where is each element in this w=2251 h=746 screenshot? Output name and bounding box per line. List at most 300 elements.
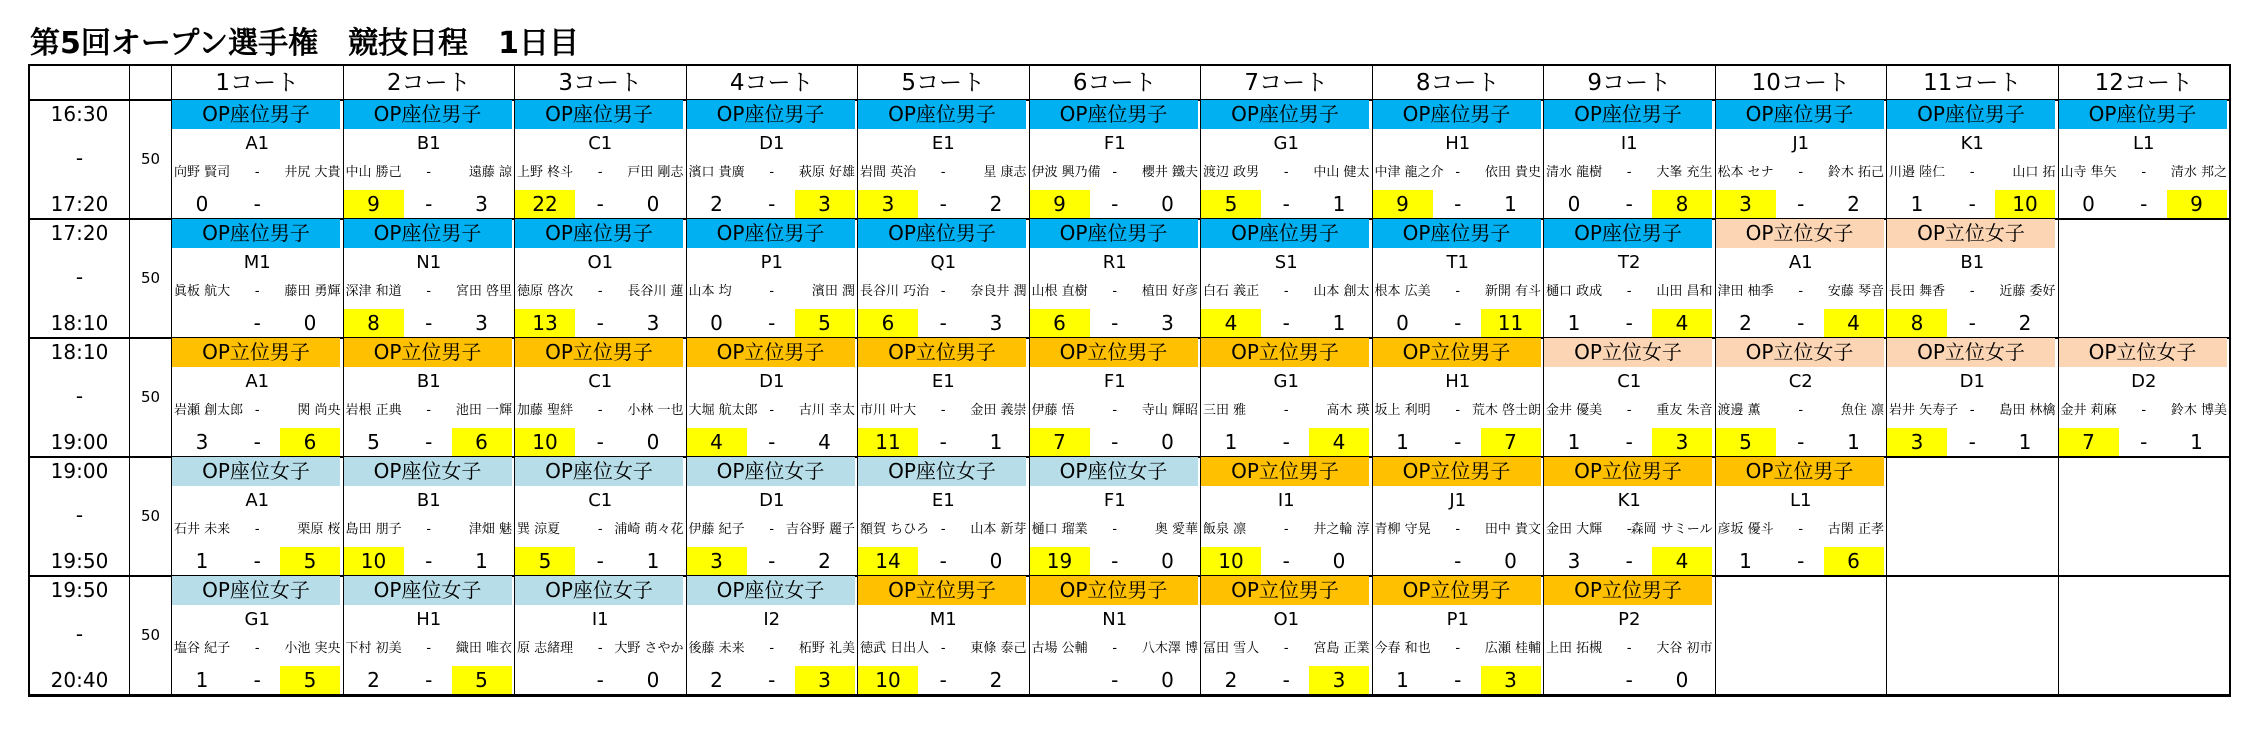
score (858, 665, 1029, 695)
score-separator: - (425, 668, 433, 692)
score-2: 2 (989, 192, 1003, 216)
player-separator: - (1283, 165, 1289, 180)
event-label: OP立位女子 (1716, 219, 1884, 248)
score-2: 3 (475, 192, 488, 216)
score-1: 14 (858, 547, 918, 575)
score-2: 1 (646, 549, 660, 573)
score-1: 8 (344, 309, 404, 337)
players (344, 158, 515, 188)
event-label: OP座位男子 (1716, 100, 1884, 129)
player-separator: - (1455, 165, 1461, 180)
players (687, 277, 858, 307)
player-2: 植田 好彦 (1141, 284, 1198, 299)
player-2: 山本 創太 (1313, 284, 1370, 299)
header-blank (129, 66, 171, 100)
time-slot (30, 338, 129, 457)
players (1201, 396, 1372, 426)
time-start: 19:00 (50, 459, 109, 483)
player-separator: - (426, 522, 432, 537)
player-1: 青柳 守晃 (1374, 522, 1431, 537)
time-end: 20:40 (50, 668, 109, 692)
player-2: 柘野 礼美 (798, 641, 855, 656)
player-separator: - (254, 522, 260, 537)
match-cell[interactable] (514, 457, 686, 576)
match-cell[interactable] (343, 100, 515, 219)
match-cell[interactable] (2058, 338, 2230, 457)
match-cell[interactable] (857, 576, 1029, 695)
match-cell[interactable] (1029, 457, 1201, 576)
score-separator: - (1625, 549, 1633, 573)
score-separator: - (1797, 311, 1805, 335)
match-cell[interactable] (514, 100, 686, 219)
match-id: T1 (1446, 252, 1469, 273)
match-cell[interactable] (1372, 100, 1544, 219)
player-1: 大堀 航太郎 (688, 403, 758, 418)
match-cell[interactable] (343, 576, 515, 695)
match-cell[interactable] (343, 457, 515, 576)
score-separator: - (1625, 311, 1633, 335)
match-id: Q1 (930, 252, 957, 273)
player-1: 中山 勝己 (345, 165, 402, 180)
score-1: 5 (1716, 428, 1776, 456)
player-separator: - (1798, 522, 1804, 537)
score-separator: - (1111, 430, 1119, 454)
player-2: 田中 貴文 (1484, 522, 1541, 537)
match-cell[interactable] (1715, 219, 1887, 338)
player-2: 濱田 潤 (811, 284, 855, 299)
player-separator: - (254, 165, 260, 180)
match-cell[interactable] (1543, 338, 1715, 457)
time-slot (30, 457, 129, 576)
match-cell[interactable] (1372, 338, 1544, 457)
player-2: 依田 貴史 (1484, 165, 1541, 180)
score (515, 546, 686, 576)
player-separator: - (1283, 522, 1289, 537)
event-label: OP立位男子 (1373, 457, 1541, 486)
players (172, 277, 343, 307)
player-2: 藤田 勇輝 (284, 284, 341, 299)
players (687, 158, 858, 188)
match-id: R1 (1102, 252, 1127, 273)
match-cell[interactable] (857, 219, 1029, 338)
score-1: 2 (1224, 668, 1238, 692)
score (344, 665, 515, 695)
duration: 50 (129, 219, 171, 338)
time-separator: - (75, 265, 84, 289)
event-label: OP立位男子 (858, 576, 1026, 605)
match-cell[interactable] (343, 219, 515, 338)
player-1: 飯泉 凛 (1203, 522, 1247, 537)
players (1887, 277, 2058, 307)
score (858, 308, 1029, 338)
match-id: F1 (1103, 490, 1126, 511)
score-separator: - (1454, 192, 1462, 216)
score-1: 1 (1567, 430, 1581, 454)
court-header: 1コート (171, 66, 343, 100)
score-separator: - (939, 430, 947, 454)
score-1: 5 (515, 547, 575, 575)
player-1: 塩谷 紀子 (174, 641, 231, 656)
match-id: F1 (1103, 133, 1126, 154)
player-1: 津田 柚季 (1717, 284, 1774, 299)
match-id: O1 (587, 252, 614, 273)
player-separator: - (1112, 403, 1118, 418)
players (687, 634, 858, 664)
match-cell[interactable] (1886, 100, 2058, 219)
event-label: OP座位男子 (858, 219, 1026, 248)
match-cell[interactable] (1029, 576, 1201, 695)
event-label: OP座位女子 (344, 457, 512, 486)
score-2: 0 (1161, 668, 1174, 692)
score-1: 1 (1396, 430, 1409, 454)
player-2: 高木 瑛 (1326, 403, 1370, 418)
player-2: 島田 林檎 (1999, 403, 2056, 418)
players (1030, 277, 1201, 307)
player-2: 荒木 啓士朗 (1471, 403, 1541, 418)
match-cell[interactable] (1200, 100, 1372, 219)
match-id: G1 (1273, 371, 1299, 392)
court-header: 12コート (2058, 66, 2230, 100)
time-separator: - (75, 503, 84, 527)
score-1: 22 (515, 190, 575, 218)
player-1: 深津 和道 (345, 284, 402, 299)
match-cell[interactable] (1200, 576, 1372, 695)
player-2: 大野 さやか (614, 641, 684, 656)
score-2: 0 (1332, 549, 1346, 573)
player-separator: - (426, 284, 432, 299)
score-2: 11 (1481, 309, 1541, 337)
match-id: C1 (588, 133, 613, 154)
score (172, 308, 343, 338)
score (1716, 189, 1887, 219)
match-cell[interactable] (686, 100, 858, 219)
score-1: 7 (2059, 428, 2119, 456)
player-1: 山本 均 (688, 284, 732, 299)
match-id: K1 (1617, 490, 1641, 511)
match-cell[interactable] (857, 338, 1029, 457)
match-id: I2 (763, 609, 781, 630)
score-separator: - (768, 430, 776, 454)
score (1373, 546, 1544, 576)
score (1030, 665, 1201, 695)
score-2: 1 (1332, 311, 1346, 335)
match-cell[interactable] (1715, 457, 1887, 576)
event-label: OP座位男子 (1030, 100, 1198, 129)
score-1: 1 (1739, 549, 1752, 573)
court-header: 5コート (857, 66, 1029, 100)
event-label: OP座位男子 (1544, 100, 1712, 129)
score-1: 6 (1030, 309, 1090, 337)
event-label: OP座位男子 (858, 100, 1026, 129)
player-1: 巽 涼夏 (517, 522, 561, 537)
score-2: 7 (1481, 428, 1541, 456)
match-cell[interactable] (1029, 219, 1201, 338)
player-separator: - (426, 165, 432, 180)
match-cell[interactable] (1543, 219, 1715, 338)
match-cell[interactable] (1886, 219, 2058, 338)
event-label: OP座位男子 (687, 100, 855, 129)
event-label: OP座位女子 (687, 576, 855, 605)
players (858, 158, 1029, 188)
event-label: OP座位女子 (1030, 457, 1198, 486)
score (172, 189, 343, 219)
score-2: 4 (1652, 547, 1712, 575)
player-2: 宮田 啓里 (455, 284, 512, 299)
player-separator: - (1455, 284, 1461, 299)
match-cell[interactable] (1543, 576, 1715, 695)
event-label: OP立位女子 (1887, 219, 2055, 248)
players (687, 515, 858, 545)
court-header: 10コート (1715, 66, 1887, 100)
match-cell[interactable] (1372, 457, 1544, 576)
match-cell (1886, 457, 2058, 576)
time-slot (30, 219, 129, 338)
player-1: 山根 直樹 (1031, 284, 1088, 299)
match-id: C2 (1788, 371, 1813, 392)
match-cell[interactable] (514, 219, 686, 338)
score-1: 9 (1373, 190, 1433, 218)
score-separator: - (253, 668, 261, 692)
players (858, 277, 1029, 307)
score-2: 0 (1161, 549, 1174, 573)
event-label: OP立位男子 (858, 338, 1026, 367)
event-label: OP立位男子 (515, 338, 683, 367)
players (172, 396, 343, 426)
event-label: OP立位男子 (1716, 457, 1884, 486)
event-label: OP立位女子 (1716, 338, 1884, 367)
match-cell[interactable] (1372, 576, 1544, 695)
match-id: H1 (416, 609, 442, 630)
score-separator: - (1454, 430, 1462, 454)
player-1: 徳原 啓次 (517, 284, 574, 299)
match-cell[interactable] (1029, 100, 1201, 219)
player-1: 長田 舞香 (1889, 284, 1946, 299)
score-separator: - (939, 311, 947, 335)
score-2: 4 (1824, 309, 1884, 337)
players (687, 396, 858, 426)
player-1: 中津 龍之介 (1374, 165, 1444, 180)
match-cell[interactable] (686, 219, 858, 338)
players (1716, 158, 1887, 188)
match-cell (1715, 576, 1887, 695)
score (344, 546, 515, 576)
score-separator: - (1111, 192, 1119, 216)
player-1: 上野 柊斗 (517, 165, 574, 180)
score-2: 3 (646, 311, 660, 335)
match-id: S1 (1274, 252, 1298, 273)
player-2: 関 尚央 (297, 403, 341, 418)
score-separator: - (2140, 430, 2148, 454)
duration: 50 (129, 338, 171, 457)
players (1716, 277, 1887, 307)
time-end: 19:00 (50, 430, 109, 454)
match-cell[interactable] (514, 576, 686, 695)
score-separator: - (1968, 430, 1976, 454)
player-2: 小林 一也 (627, 403, 684, 418)
player-2: 中山 健太 (1313, 165, 1370, 180)
match-cell[interactable] (171, 457, 343, 576)
match-cell[interactable] (1200, 457, 1372, 576)
match-id: A1 (1788, 252, 1813, 273)
score-2: 1 (475, 549, 488, 573)
score-1: 7 (1030, 428, 1090, 456)
score-separator: - (768, 311, 776, 335)
score-separator: - (1797, 549, 1805, 573)
match-id: F1 (1103, 371, 1126, 392)
players (1544, 515, 1715, 545)
match-cell (2058, 219, 2230, 338)
players (344, 277, 515, 307)
match-cell[interactable] (1543, 100, 1715, 219)
player-2: 清水 邦之 (2170, 165, 2227, 180)
player-separator: - (1969, 403, 1975, 418)
score-2: 2 (989, 668, 1003, 692)
players (344, 396, 515, 426)
players (1887, 158, 2058, 188)
score-2: 3 (1481, 666, 1541, 694)
player-2: 井之輪 淳 (1313, 522, 1370, 537)
match-cell[interactable] (171, 338, 343, 457)
score-separator: - (1111, 549, 1119, 573)
players (344, 634, 515, 664)
match-cell[interactable] (1372, 219, 1544, 338)
player-1: 渡邊 薫 (1717, 403, 1761, 418)
player-2: 池田 一輝 (455, 403, 512, 418)
match-id: B1 (1960, 252, 1985, 273)
player-1: 金井 莉麻 (2060, 403, 2117, 418)
player-1: 今春 和也 (1374, 641, 1431, 656)
player-separator: - (597, 403, 603, 418)
player-separator: - (2141, 403, 2147, 418)
players (172, 158, 343, 188)
match-cell[interactable] (686, 338, 858, 457)
match-cell[interactable] (857, 457, 1029, 576)
score-separator: - (596, 549, 604, 573)
score-1: 10 (515, 428, 575, 456)
match-cell[interactable] (857, 100, 1029, 219)
player-separator: - (769, 641, 775, 656)
event-label: OP立位女子 (2059, 338, 2227, 367)
event-label: OP立位男子 (1030, 338, 1198, 367)
score (1373, 665, 1544, 695)
match-cell[interactable] (2058, 100, 2230, 219)
match-cell[interactable] (171, 100, 343, 219)
player-1: 原 志緒理 (517, 641, 574, 656)
score-2: 6 (1824, 547, 1884, 575)
player-1: 伊波 興乃備 (1031, 165, 1101, 180)
score-separator: - (2140, 192, 2148, 216)
score-2: 5 (280, 666, 340, 694)
match-cell[interactable] (343, 338, 515, 457)
match-id: G1 (1273, 133, 1299, 154)
score-separator: - (596, 192, 604, 216)
court-header: 4コート (686, 66, 858, 100)
match-cell[interactable] (514, 338, 686, 457)
player-1: 金井 優美 (1546, 403, 1603, 418)
player-separator: - (769, 403, 775, 418)
score (344, 308, 515, 338)
player-2: 小池 実央 (284, 641, 341, 656)
score (1030, 546, 1201, 576)
score-2: 8 (1652, 190, 1712, 218)
match-id: P1 (760, 252, 783, 273)
court-header: 8コート (1372, 66, 1544, 100)
score-2: 0 (646, 192, 660, 216)
match-cell[interactable] (1715, 100, 1887, 219)
match-cell[interactable] (1200, 219, 1372, 338)
court-header: 9コート (1543, 66, 1715, 100)
score (1544, 189, 1715, 219)
score-2: 6 (280, 428, 340, 456)
score-separator: - (253, 430, 261, 454)
player-1: 後藤 未来 (688, 641, 745, 656)
match-cell[interactable] (686, 576, 858, 695)
player-1: 下村 初美 (345, 641, 402, 656)
player-2: 宮島 正業 (1313, 641, 1370, 656)
match-cell[interactable] (1886, 338, 2058, 457)
player-separator: - (1626, 522, 1632, 537)
match-cell[interactable] (1200, 338, 1372, 457)
score-2: 5 (795, 309, 855, 337)
player-1: 樋口 政成 (1546, 284, 1603, 299)
player-separator: - (769, 522, 775, 537)
event-label: OP座位男子 (1201, 100, 1369, 129)
player-1: 清水 龍樹 (1546, 165, 1603, 180)
score-separator: - (253, 192, 261, 216)
player-1: 石井 未来 (174, 522, 231, 537)
players (1716, 515, 1887, 545)
match-cell[interactable] (686, 457, 858, 576)
score-separator: - (596, 430, 604, 454)
player-2: 鈴木 博美 (2170, 403, 2227, 418)
match-cell[interactable] (171, 576, 343, 695)
match-id: J1 (1792, 133, 1810, 154)
score-separator: - (425, 311, 433, 335)
match-id: L1 (1790, 490, 1812, 511)
match-cell[interactable] (1715, 338, 1887, 457)
players (2059, 158, 2230, 188)
score-separator: - (768, 549, 776, 573)
player-2: 寺山 輝昭 (1141, 403, 1198, 418)
score (1887, 189, 2058, 219)
event-label: OP立位男子 (1544, 576, 1712, 605)
match-id: I1 (1620, 133, 1638, 154)
match-cell[interactable] (1543, 457, 1715, 576)
score-separator: - (1797, 192, 1805, 216)
match-cell[interactable] (1029, 338, 1201, 457)
match-cell[interactable] (171, 219, 343, 338)
score-2: 1 (2190, 430, 2203, 454)
players (1201, 158, 1372, 188)
match-id: C1 (1617, 371, 1642, 392)
player-1: 伊藤 悟 (1031, 403, 1075, 418)
player-separator: - (1283, 403, 1289, 418)
players (1373, 634, 1544, 664)
score-2: 1 (1332, 192, 1346, 216)
event-label: OP立位男子 (1201, 457, 1369, 486)
players (172, 634, 343, 664)
score-separator: - (253, 311, 261, 335)
match-id: G1 (244, 609, 270, 630)
score (1373, 427, 1544, 457)
match-id: P2 (1618, 609, 1641, 630)
score-1: 3 (1567, 549, 1581, 573)
player-2: 鈴木 拓己 (1827, 165, 1884, 180)
score (1716, 427, 1887, 457)
time-end: 17:20 (50, 192, 109, 216)
event-label: OP座位女子 (858, 457, 1026, 486)
match-id: B1 (416, 371, 441, 392)
